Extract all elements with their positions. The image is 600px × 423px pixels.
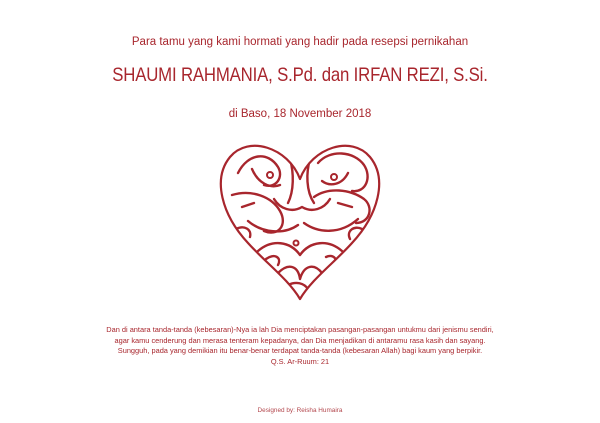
- verse-line: Sungguh, pada yang demikian itu benar-benar terdapat tanda-tanda (kebesaran Allah) bagi kaum yang berpikir.: [117, 346, 483, 356]
- verse-line: Dan di antara tanda-tanda (kebesaran)-Nya ia lah Dia menciptakan pasangan-pasangan untukmu dari jenismu sendiri,: [106, 325, 494, 334]
- couple-names: SHAUMI RAHMANIA, S.Pd. dan IRFAN REZI, S.Si.: [112, 64, 488, 86]
- verse-block: [0, 325, 600, 368]
- place-date: di Baso, 18 November 2018: [228, 108, 372, 120]
- designer-credit: Designed by: Reisha Humaira: [257, 407, 343, 414]
- greeting-text: Para tamu yang kami hormati yang hadir pada resepsi pernikahan: [131, 36, 469, 48]
- verse-reference: Q.S. Ar-Ruum: 21: [270, 357, 330, 367]
- heart-calligraphy-icon: [218, 133, 383, 301]
- verse-line: agar kamu cenderung dan merasa tenteram kepadanya, dan Dia menjadikan di antaramu rasa kasih dan sayang.: [114, 335, 486, 345]
